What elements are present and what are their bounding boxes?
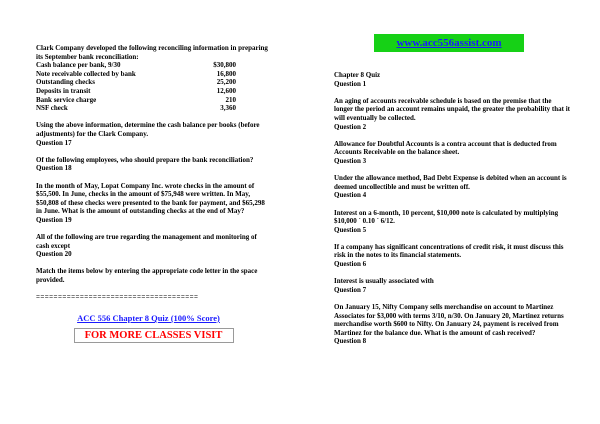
question-text: In the month of May, Lopat Company Inc. wrote checks in the amount of $55,500. In June, checks in the amount of $75,948 were written. In May, $50,808 of these checks were presented to the bank for payment, and $65,298 in June. What is the amount of outstanding checks at the end of May? bbox=[36, 181, 265, 216]
quiz-link[interactable]: ACC 556 Chapter 8 Quiz (100% Score) bbox=[77, 312, 220, 323]
recon-row: NSF check 3,360 bbox=[36, 104, 236, 113]
question-block bbox=[36, 121, 271, 147]
question-label: Question 7 bbox=[334, 285, 367, 294]
question-text: Allowance for Doubtful Accounts is a contra account that is deducted from Accounts Receivable on the balance sheet. bbox=[334, 139, 557, 157]
question-text: Match the items below by entering the appropriate code letter in the space provided. bbox=[36, 267, 258, 285]
recon-row: Note receivable collected by bank 16,800 bbox=[36, 69, 236, 78]
question-block bbox=[36, 182, 271, 225]
question-text: Interest on a 6-month, 10 percent, $10,000 note is calculated by multiplying $10,000 ´ 0.10 ´ 6/12. bbox=[334, 208, 559, 226]
question-label: Question 19 bbox=[36, 215, 72, 224]
question-block bbox=[36, 233, 271, 259]
question-block bbox=[334, 243, 570, 269]
question-text: All of the following are true regarding the management and monitoring of cash except bbox=[36, 233, 257, 250]
recon-row: Bank service charge 210 bbox=[36, 95, 236, 104]
question-text: Using the above information, determine the cash balance per books (before adjustments) for the Clark Company. bbox=[36, 121, 260, 138]
question-text: An aging of accounts receivable schedule is based on the premise that the longer the period an account remains unpaid, the greater the probability that it will eventually be collected. bbox=[334, 96, 570, 122]
question-text: Of the following employees, who should prepare the bank reconciliation? bbox=[36, 155, 254, 164]
header-website-link[interactable]: www.acc556assist.com bbox=[374, 34, 524, 52]
recon-row: Deposits in transit 12,600 bbox=[36, 86, 236, 95]
more-classes-banner: FOR MORE CLASSES VISIT bbox=[74, 328, 234, 343]
question-block bbox=[334, 71, 570, 88]
recon-row: Outstanding checks 25,200 bbox=[36, 78, 236, 87]
question-block bbox=[36, 267, 271, 284]
recon-table bbox=[36, 61, 271, 113]
question-block bbox=[36, 156, 271, 173]
divider-line: ===================================== bbox=[36, 293, 199, 302]
question-text: On January 15, Nifty Company sells merchandise on account to Martinez Associates for $3,000 with terms 3/10, n/30. On January 20, Martinez returns merchandise worth $600 to Nifty. On January 24, payment is received from Martinez for the balance due. What is the amount of cash received? bbox=[334, 303, 564, 337]
question-block bbox=[334, 174, 570, 200]
question-label: Question 5 bbox=[334, 225, 367, 234]
question-block bbox=[334, 97, 570, 131]
question-label: Question 2 bbox=[334, 122, 367, 131]
question-text: Under the allowance method, Bad Debt Expense is debited when an account is deemed uncollectible and must be written off. bbox=[334, 174, 567, 191]
question-label: Question 3 bbox=[334, 156, 367, 165]
right-column bbox=[334, 71, 570, 355]
question-label: Question 8 bbox=[334, 337, 367, 346]
question-label: Question 4 bbox=[334, 191, 367, 200]
question-text: Interest is usually associated with bbox=[334, 277, 434, 286]
question-label: Question 20 bbox=[36, 250, 72, 259]
question-block bbox=[334, 303, 570, 346]
question-block bbox=[334, 209, 570, 235]
recon-row: Cash balance per bank, 9/30 $30,800 bbox=[36, 61, 236, 70]
recon-intro: Clark Company developed the following reconciling information in preparing its September bank reconciliation: bbox=[36, 44, 268, 61]
question-label: Question 17 bbox=[36, 138, 72, 147]
chapter-title: Chapter 8 Quiz bbox=[334, 71, 381, 79]
question-block bbox=[334, 140, 570, 166]
question-label: Question 6 bbox=[334, 260, 367, 269]
question-block bbox=[334, 277, 570, 294]
question-label: Question 18 bbox=[36, 164, 72, 173]
question-text: If a company has significant concentrations of credit risk, it must discuss this risk in the notes to its financial statements. bbox=[334, 242, 564, 260]
left-column bbox=[36, 44, 271, 343]
question-label: Question 1 bbox=[334, 79, 367, 88]
